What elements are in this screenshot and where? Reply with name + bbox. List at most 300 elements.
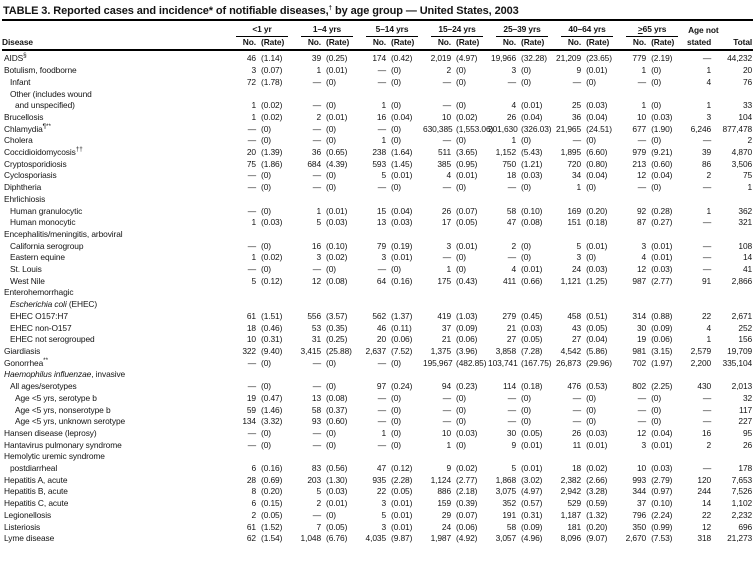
count-cell: 10 [636,111,647,122]
rate-cell: (0) [261,264,271,275]
total-cell: 95 [742,427,753,438]
count-cell: 191 [502,509,517,520]
rate-cell: (0) [456,416,466,427]
rate-cell: (0) [651,182,662,193]
total-cell: 2 [747,135,753,146]
rate-cell: (0.06) [651,334,673,345]
total-cell: 696 [738,521,753,532]
rate-cell: (0.04) [651,427,673,438]
count-cell: 3 [641,439,647,450]
rate-cell: (3.28) [586,486,608,497]
rate-cell: (0.06) [456,334,478,345]
table-row [2,112,753,124]
count-cell: 34 [571,170,582,181]
count-cell: 1 [641,100,647,111]
table-row [2,381,753,393]
count-cell: 30 [636,322,647,333]
rate-cell: (0.37) [326,404,348,415]
count-cell: 593 [372,158,387,169]
table-row [2,217,753,229]
total-cell: 2,232 [731,509,753,520]
rate-cell: (0.04) [521,111,543,122]
count-cell: 4 [511,264,517,275]
stated-column-header: stated [683,37,713,51]
count-cell: 17 [441,217,452,228]
count-cell: 5 [381,170,387,181]
rate-cell: (0) [391,357,401,368]
count-cell: 174 [372,53,387,64]
rate-cell: (0) [586,135,596,146]
table-row [2,124,753,136]
empty-cells [228,299,753,311]
text-segment: Hansen disease (leprosy) [4,427,97,438]
rate-cell: (0) [391,264,401,275]
rate-cell: (0.05) [261,509,283,520]
count-cell: 3 [381,498,387,509]
count-cell: 30 [506,427,517,438]
rate-cell: (0) [456,65,466,76]
no-column-header: No. [228,37,258,51]
rate-cell: (0.15) [261,498,283,509]
table-title [2,4,753,21]
rate-cell: (0) [326,381,336,392]
age-group-label-text: 65 yrs [642,24,667,34]
rate-cell: (1.64) [391,147,413,158]
text-segment: Diphtheria [4,182,42,193]
rate-cell: (0.20) [586,205,608,216]
count-cell: 19,966 [491,53,517,64]
rate-cell: (0.09) [456,322,478,333]
rate-cell: (0.57) [521,498,543,509]
count-cell: 75 [246,158,256,169]
text-segment: EHEC not serogrouped [10,334,95,345]
count-cell: 1 [251,217,256,228]
total-cell: 178 [738,463,753,474]
count-cell: 3 [576,252,582,263]
count-cell: 26 [571,427,582,438]
count-cell: 3 [446,240,452,251]
text-segment: Giardiasis [4,345,41,356]
disease-name [2,451,228,463]
rate-cell: (9.21) [651,147,673,158]
age-not-stated-cell: 4 [706,322,712,333]
age-not-stated-cell: 1 [706,205,712,216]
count-cell: 47 [376,463,387,474]
text-segment: and unspecified) [15,100,75,111]
rate-cell: (0) [391,427,401,438]
rate-cell: (2.77) [651,275,673,286]
rate-cell: (0) [456,100,466,111]
count-cell: — [637,392,647,403]
text-segment: All ages/serotypes [10,381,77,392]
count-cell: 1 [576,182,582,193]
rate-cell: (4.97) [521,486,543,497]
count-cell: 2,637 [365,345,387,356]
count-cell: 1 [381,100,387,111]
disease-name [2,323,228,335]
table-row [2,65,753,77]
rate-cell: (0.01) [391,170,413,181]
table-row [2,405,753,417]
count-cell: — [572,392,582,403]
disease-name [2,287,228,299]
rate-column-header: (Rate) [453,37,488,51]
disease-name [2,124,228,136]
count-cell: 314 [632,310,647,321]
rate-cell: (0) [261,427,271,438]
count-cell: 58 [311,404,322,415]
text-segment: Ehrlichiosis [4,193,46,204]
count-cell: 1 [381,427,387,438]
text-segment: of notifiable diseases, [212,5,329,17]
text-segment: Hantavirus pulmonary syndrome [4,439,122,450]
rate-cell: (0.03) [326,217,348,228]
rate-cell: (0) [326,264,336,275]
count-cell: 4,035 [365,533,387,544]
count-cell: 16 [311,240,322,251]
count-cell: 4,542 [560,345,582,356]
disease-name [2,486,228,498]
count-cell: — [507,404,517,415]
count-cell: 411 [502,275,517,286]
total-cell: 108 [738,240,753,251]
rate-cell: (0) [586,404,596,415]
count-cell: — [312,381,322,392]
greater-equal-sign: > [637,24,643,34]
count-cell: — [442,252,452,263]
count-cell: 5 [316,217,322,228]
count-cell: 1 [381,135,387,146]
count-cell: 9 [511,439,517,450]
count-cell: 511 [437,147,452,158]
table-row [2,89,753,101]
text-segment: Brucellosis [4,111,44,122]
rate-cell: (0) [521,65,531,76]
rate-cell: (0) [651,392,662,403]
count-cell: — [247,123,256,134]
text-segment: EHEC O157:H7 [10,310,68,321]
age-group-label [626,24,678,37]
rate-cell: (0) [456,252,466,263]
age-not-stated-cell: 22 [701,509,712,520]
rate-cell: (0) [326,135,336,146]
text-segment: Other (includes wound [10,88,92,99]
no-column-header: No. [293,37,323,51]
age-group-header [423,21,488,37]
count-cell: 1,124 [430,474,452,485]
count-cell: — [312,357,322,368]
count-cell: — [572,416,582,427]
count-cell: 802 [632,381,647,392]
age-not-stated-cell: — [702,416,712,427]
table-row [2,264,753,276]
count-cell: 92 [636,205,647,216]
rate-cell: (4.96) [521,533,543,544]
count-cell: 352 [502,498,517,509]
table-row [2,229,753,241]
count-cell: 4 [446,170,452,181]
rate-cell: (0.03) [521,170,543,181]
count-cell: — [377,392,387,403]
count-cell: — [247,439,256,450]
age-not-stated-cell: 1 [706,100,712,111]
count-cell: 2,670 [625,533,647,544]
table-row [2,170,753,182]
rate-cell: (0.05) [521,427,543,438]
superscript-mark: ¶** [42,122,51,130]
count-cell: 1 [446,264,452,275]
count-cell: — [312,76,322,87]
rate-cell: (0.02) [326,252,348,263]
count-cell: 8 [251,486,256,497]
count-cell: 3 [641,240,647,251]
rate-cell: (0.03) [651,264,673,275]
count-cell: 2 [251,509,256,520]
rate-cell: (0.16) [391,275,413,286]
total-cell: 877,478 [722,123,753,134]
rate-cell: (3.96) [456,345,478,356]
rate-cell: (4.39) [326,158,348,169]
rate-cell: (0.69) [261,474,283,485]
rate-cell: (0.03) [456,427,478,438]
count-cell: — [312,439,322,450]
count-cell: 1,187 [560,509,582,520]
table-row [2,533,753,545]
total-cell: 21,273 [727,533,753,544]
count-cell: 5 [381,509,387,520]
disease-name [2,252,228,264]
rate-cell: (1.86) [261,158,283,169]
rate-cell: (2.24) [651,509,673,520]
text-segment: TABLE 3. Reported cases and incidence [3,5,209,17]
rate-cell: (9.07) [586,533,608,544]
rate-cell: (0.31) [521,509,543,520]
rate-cell: (3.15) [651,345,673,356]
rate-cell: (0.04) [586,111,608,122]
count-cell: — [312,100,322,111]
rate-cell: (0.04) [391,205,413,216]
rate-cell: (0.20) [586,521,608,532]
count-cell: 21 [506,322,517,333]
count-cell: — [312,123,322,134]
count-cell: 26 [441,205,452,216]
rate-cell: (0) [261,135,271,146]
empty-cells [228,369,753,381]
rate-cell: (0.04) [391,111,413,122]
count-cell: 2 [511,240,517,251]
text-segment: Age <5 yrs, unknown serotype [15,416,126,427]
rate-cell: (7.53) [651,533,673,544]
rate-cell: (0) [521,252,531,263]
count-cell: 31 [311,334,322,345]
table-row [2,252,753,264]
count-cell: — [377,65,387,76]
table-row [2,77,753,89]
rate-cell: (0.01) [651,240,673,251]
rate-cell: (3.02) [521,474,543,485]
age-not-stated-cell: 3 [706,111,712,122]
total-cell: 33 [742,100,753,111]
count-cell: 29 [441,509,452,520]
rate-cell: (0) [326,100,336,111]
empty-cells [228,229,753,241]
rate-cell: (2.79) [651,474,673,485]
rate-cell: (0) [326,170,336,181]
disease-name [2,311,228,323]
disease-name [2,241,228,253]
count-cell: — [377,404,387,415]
count-cell: 61 [246,521,256,532]
count-cell: — [247,205,256,216]
count-cell: 36 [311,147,322,158]
age-not-stated-cell: — [702,392,712,403]
rate-cell: (32.28) [521,53,547,64]
count-cell: 58 [506,521,517,532]
total-cell: 117 [739,404,753,415]
count-cell: 1 [446,439,452,450]
text-segment: Human granulocytic [10,205,83,216]
count-cell: — [312,509,322,520]
count-cell: 1,895 [560,147,582,158]
count-cell: 2,942 [560,486,582,497]
rate-cell: (0) [326,182,336,193]
disease-name [2,264,228,276]
rate-cell: (0.04) [651,170,673,181]
count-cell: 344 [632,486,647,497]
count-cell: 11 [572,439,582,450]
text-segment: Coccidioidomycosis [4,147,76,158]
disease-name [2,416,228,428]
text-segment: Listeriosis [4,521,41,532]
rate-cell: (0.10) [326,240,348,251]
disease-name [2,381,228,393]
no-column-header: No. [423,37,453,51]
count-cell: 20 [246,147,256,158]
total-cell: 321 [738,217,753,228]
text-segment: Infant [10,76,31,87]
age-not-stated-cell: — [702,252,712,263]
age-group-label: 25–39 yrs [496,24,548,37]
count-cell: 720 [567,158,582,169]
total-cell: 1,102 [731,498,753,509]
count-cell: 987 [632,275,647,286]
disease-name [2,206,228,218]
table-row [2,486,753,498]
age-not-stated-cell: — [702,404,712,415]
text-segment: Botulism, foodborne [4,65,77,76]
table-body [2,50,753,545]
text-segment: postdiarrheal [10,463,58,474]
count-cell: 79 [376,240,387,251]
count-cell: 979 [632,147,647,158]
rate-cell: (0.08) [521,217,543,228]
rate-cell: (0.01) [391,498,413,509]
table-row [2,416,753,428]
count-cell: — [572,404,582,415]
count-cell: 12 [636,264,647,275]
rate-cell: (1.03) [456,310,478,321]
count-cell: 385 [437,158,452,169]
count-cell: 21,209 [556,53,582,64]
count-cell: 83 [311,463,322,474]
rate-cell: (0) [391,439,401,450]
age-not-stated-cell: — [702,217,712,228]
age-not-stated-cell: — [702,463,712,474]
rate-cell: (24.51) [586,123,612,134]
count-cell: 1,375 [430,345,452,356]
rate-cell: (0.05) [391,486,413,497]
count-cell: — [442,76,452,87]
rate-cell: (0.05) [586,322,608,333]
count-cell: 2 [446,65,452,76]
count-cell: 26,873 [556,357,582,368]
rate-cell: (0.06) [456,521,478,532]
disease-name [2,217,228,229]
total-cell: 252 [738,322,753,333]
rate-cell: (0.03) [651,463,673,474]
count-cell: 97 [376,381,387,392]
count-cell: 1 [251,100,256,111]
rate-cell: (1.21) [521,158,543,169]
count-cell: 10 [441,111,452,122]
count-cell: 25 [571,100,582,111]
rate-cell: (0) [521,392,531,403]
table-row [2,334,753,346]
count-cell: 151 [567,217,582,228]
count-cell: 8,096 [560,533,582,544]
rate-cell: (0) [651,404,662,415]
rate-cell: (0.01) [521,463,543,474]
count-cell: 201,630 [488,123,518,134]
count-cell: — [377,76,387,87]
rate-cell: (0.11) [391,322,412,333]
count-cell: — [247,240,256,251]
disease-name [2,77,228,89]
rate-cell: (1.54) [261,533,283,544]
count-cell: 93 [311,416,322,427]
text-segment: Lyme disease [4,533,55,544]
text-segment: Escherichia coli [10,299,67,310]
rate-cell: (0) [521,416,531,427]
disease-name [2,299,228,311]
rate-cell: (0) [261,205,271,216]
count-cell: 159 [437,498,452,509]
rate-cell: (0) [521,240,531,251]
count-cell: 46 [376,322,387,333]
count-cell: 39 [311,53,322,64]
rate-cell: (0.95) [456,158,478,169]
total-cell: 76 [742,76,753,87]
count-cell: 476 [567,381,582,392]
text-segment: Hepatitis A, acute [4,474,68,485]
rate-cell: (0) [261,123,271,134]
table-row [2,428,753,440]
count-cell: 37 [636,498,647,509]
rate-cell: (9.40) [261,345,283,356]
count-cell: 684 [307,158,322,169]
count-cell: — [247,182,256,193]
rate-cell: (326.03) [521,123,552,134]
age-group-label: 5–14 yrs [366,24,418,37]
rate-cell: (0.01) [521,439,543,450]
count-cell: 114 [502,381,517,392]
count-cell: — [312,264,322,275]
count-cell: 279 [502,310,517,321]
rate-cell: (0) [391,135,401,146]
count-cell: 28 [246,474,256,485]
table-row [2,440,753,452]
table-row [2,475,753,487]
